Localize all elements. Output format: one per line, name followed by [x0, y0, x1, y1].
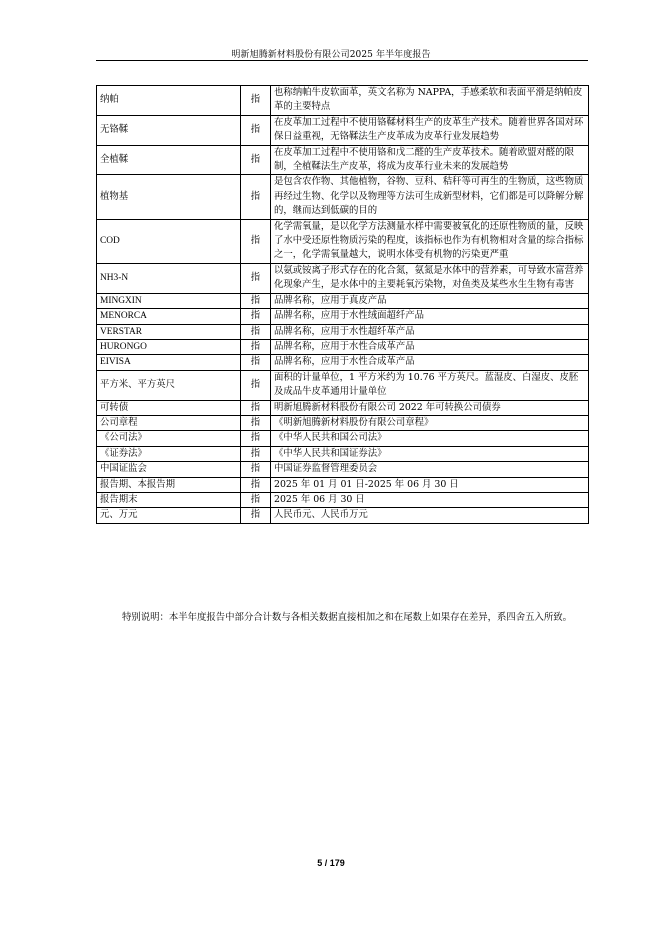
meaning-cell: 明新旭腾新材料股份有限公司 2022 年可转换公司债券 [271, 400, 589, 415]
meaning-cell: 面积的计量单位，1 平方米约为 10.76 平方英尺。蓝湿皮、白湿皮、皮胚及成品牛皮革通用计量单位 [271, 370, 589, 400]
definitions-table [96, 85, 589, 524]
table-row [97, 86, 589, 116]
refers-cell: 指 [241, 400, 271, 415]
term-cell: VERSTAR [97, 324, 241, 339]
page-number: 5 / 179 [317, 858, 345, 868]
refers-cell: 指 [241, 462, 271, 477]
term-cell: 公司章程 [97, 415, 241, 430]
table-row [97, 477, 589, 492]
meaning-cell: 是包含农作物、其他植物，谷物、豆科、秸秆等可再生的生物质，这些物质再经过生物、化学以及物理等方法可生成新型材料，它们都是可以降解分解的，继而达到低碳的目的 [271, 175, 589, 219]
term-cell: MENORCA [97, 309, 241, 324]
meaning-cell: 化学需氧量，是以化学方法测量水样中需要被氧化的还原性物质的量，反映了水中受还原性物质污染的程度，该指标也作为有机物相对含量的综合指标之一，化学需氧量越大，说明水体受有机物的污染更严重 [271, 219, 589, 263]
refers-cell: 指 [241, 370, 271, 400]
term-cell: 植物基 [97, 175, 241, 219]
term-cell: 纳帕 [97, 86, 241, 116]
refers-cell: 指 [241, 219, 271, 263]
meaning-cell: 中国证券监督管理委员会 [271, 462, 589, 477]
table-row [97, 492, 589, 507]
refers-cell: 指 [241, 477, 271, 492]
refers-cell: 指 [241, 309, 271, 324]
meaning-cell: 在皮革加工过程中不使用铬和戊二醛的生产皮革技术。随着欧盟对醛的限制，全植鞣法生产皮革，将成为皮革行业未来的发展趋势 [271, 145, 589, 175]
table-row [97, 219, 589, 263]
refers-cell: 指 [241, 86, 271, 116]
table-row [97, 355, 589, 370]
refers-cell: 指 [241, 115, 271, 145]
table-row [97, 370, 589, 400]
meaning-cell: 也称纳帕牛皮软面革，英文名称为 NAPPA，手感柔软和表面平滑是纳帕皮革的主要特点 [271, 86, 589, 116]
table-row [97, 446, 589, 461]
term-cell: 中国证监会 [97, 462, 241, 477]
refers-cell: 指 [241, 293, 271, 308]
refers-cell: 指 [241, 175, 271, 219]
refers-cell: 指 [241, 446, 271, 461]
table-row [97, 462, 589, 477]
table-row [97, 263, 589, 293]
refers-cell: 指 [241, 339, 271, 354]
term-cell: 报告期、本报告期 [97, 477, 241, 492]
meaning-cell: 2025 年 06 月 30 日 [271, 492, 589, 507]
table-row [97, 115, 589, 145]
meaning-cell: 品牌名称，应用于真皮产品 [271, 293, 589, 308]
table-row [97, 175, 589, 219]
meaning-cell: 品牌名称，应用于水性绒面超纤产品 [271, 309, 589, 324]
page-header: 明新旭腾新材料股份有限公司2025 年半年度报告 [231, 50, 431, 60]
meaning-cell: 品牌名称，应用于水性合成革产品 [271, 339, 589, 354]
refers-cell: 指 [241, 145, 271, 175]
term-cell: 可转债 [97, 400, 241, 415]
table-row [97, 309, 589, 324]
meaning-cell: 品牌名称，应用于水性超纤革产品 [271, 324, 589, 339]
table-row [97, 431, 589, 446]
table-row [97, 145, 589, 175]
meaning-cell: 《明新旭腾新材料股份有限公司章程》 [271, 415, 589, 430]
table-row [97, 339, 589, 354]
refers-cell: 指 [241, 355, 271, 370]
meaning-cell: 《中华人民共和国证券法》 [271, 446, 589, 461]
term-cell: 全植鞣 [97, 145, 241, 175]
refers-cell: 指 [241, 415, 271, 430]
meaning-cell: 品牌名称，应用于水性合成革产品 [271, 355, 589, 370]
term-cell: 无铬鞣 [97, 115, 241, 145]
term-cell: 《公司法》 [97, 431, 241, 446]
table-row [97, 324, 589, 339]
term-cell: MINGXIN [97, 293, 241, 308]
term-cell: 报告期末 [97, 492, 241, 507]
table-row [97, 415, 589, 430]
meaning-cell: 《中华人民共和国公司法》 [271, 431, 589, 446]
refers-cell: 指 [241, 431, 271, 446]
term-cell: 平方米、平方英尺 [97, 370, 241, 400]
term-cell: NH3-N [97, 263, 241, 293]
table-row [97, 293, 589, 308]
refers-cell: 指 [241, 492, 271, 507]
special-note: 特别说明：本半年度报告中部分合计数与各相关数据直接相加之和在尾数上如果存在差异，系四舍五入所致。 [122, 612, 573, 624]
table-row [97, 508, 589, 523]
header-rule [96, 60, 588, 61]
meaning-cell: 2025 年 01 月 01 日-2025 年 06 月 30 日 [271, 477, 589, 492]
term-cell: 元、万元 [97, 508, 241, 523]
refers-cell: 指 [241, 508, 271, 523]
meaning-cell: 以氨或铵离子形式存在的化合氮，氨氮是水体中的营养素，可导致水富营养化现象产生，是水体中的主要耗氧污染物，对鱼类及某些水生生物有毒害 [271, 263, 589, 293]
meaning-cell: 人民币元、人民币万元 [271, 508, 589, 523]
term-cell: HURONGO [97, 339, 241, 354]
table-row [97, 400, 589, 415]
refers-cell: 指 [241, 324, 271, 339]
meaning-cell: 在皮革加工过程中不使用铬鞣材料生产的皮革生产技术。随着世界各国对环保日益重视，无铬鞣法生产皮革成为皮革行业发展趋势 [271, 115, 589, 145]
term-cell: EIVISA [97, 355, 241, 370]
refers-cell: 指 [241, 263, 271, 293]
term-cell: COD [97, 219, 241, 263]
term-cell: 《证券法》 [97, 446, 241, 461]
